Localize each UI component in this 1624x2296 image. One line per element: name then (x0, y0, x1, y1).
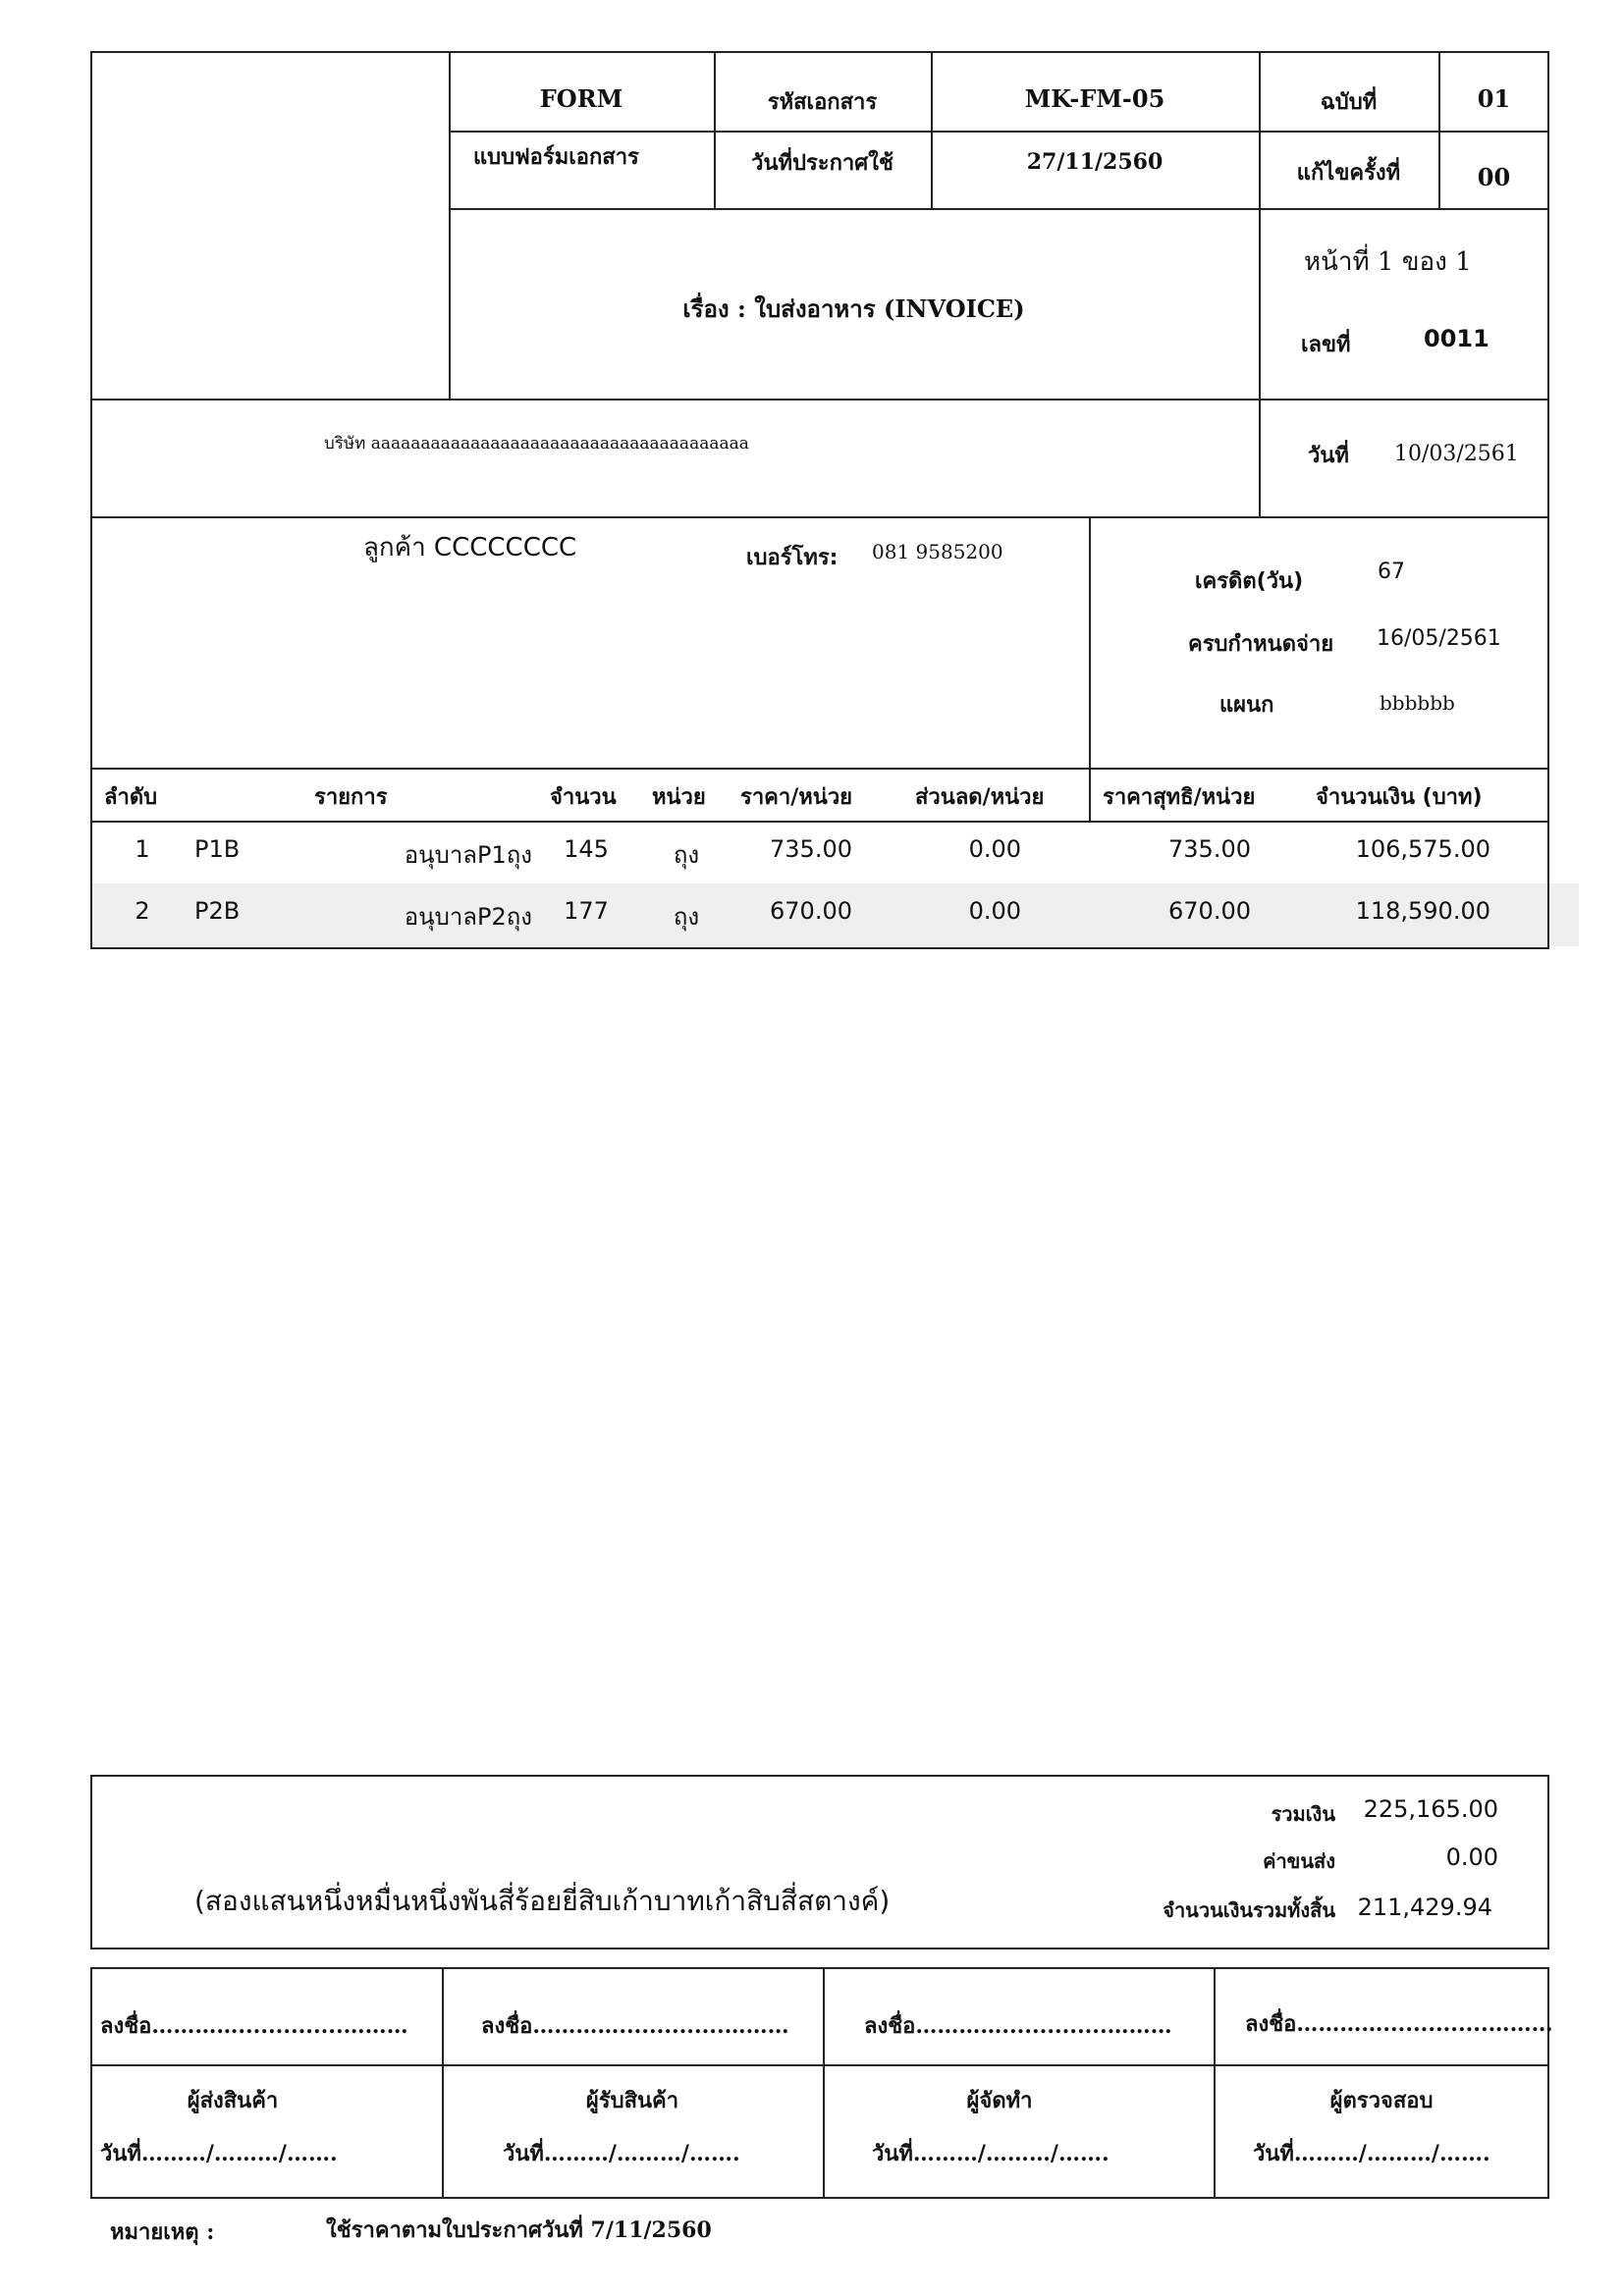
role-inspector: ผู้ตรวจสอบ (1329, 2088, 1434, 2113)
subtotal-label: รวมเงิน (1271, 1802, 1335, 1826)
signature-line-preparer: ลงชื่อ…………..............……… (864, 2013, 1172, 2039)
table-row-1-net: 735.00 (1168, 835, 1251, 863)
invoice-number-value: 0011 (1424, 325, 1489, 352)
signature-line-sender: ลงชื่อ…………..............……… (100, 2013, 408, 2039)
date-line-receiver: วันที่………/………/……. (503, 2141, 740, 2166)
role-sender: ผู้ส่งสินค้า (187, 2088, 279, 2113)
note-label: หมายเหตุ : (110, 2219, 215, 2245)
table-row-2-no: 2 (135, 897, 150, 925)
edition-label: ฉบับที่ (1320, 89, 1378, 115)
company-date-value: 10/03/2561 (1394, 442, 1519, 466)
form-label: FORM (539, 84, 623, 113)
table-row-2-desc: อนุบาลP2ถุง (404, 903, 532, 931)
effective-date-label: วันที่ประกาศใช้ (751, 150, 893, 176)
table-row-2-unit: ถุง (673, 903, 700, 931)
due-date-value: 16/05/2561 (1377, 626, 1501, 651)
table-row-2-net: 670.00 (1168, 897, 1251, 925)
doc-code-value: MK-FM-05 (1024, 84, 1165, 113)
edition-value: 01 (1477, 84, 1511, 113)
table-row-2-qty: 177 (564, 897, 609, 925)
department-value: bbbbbb (1380, 691, 1455, 715)
credit-value: 67 (1378, 560, 1405, 584)
department-label: แผนก (1219, 693, 1274, 718)
form-name: แบบฟอร์มเอกสาร (473, 144, 639, 170)
effective-date-value: 27/11/2560 (1026, 149, 1164, 175)
revision-value: 00 (1477, 163, 1511, 191)
subtotal-value: 225,165.00 (1363, 1795, 1498, 1823)
table-row-1-no: 1 (135, 835, 150, 863)
document-subject: เรื่อง : ใบส่งอาหาร (INVOICE) (682, 294, 1025, 323)
table-row-2-price: 670.00 (770, 897, 852, 925)
table-row-2-amount: 118,590.00 (1355, 897, 1490, 925)
role-receiver: ผู้รับสินค้า (585, 2088, 679, 2113)
table-row-1-amount: 106,575.00 (1355, 835, 1490, 863)
signature-line-inspector: ลงชื่อ…………..............……… (1245, 2011, 1553, 2037)
signature-line-receiver: ลงชื่อ…………..............……… (481, 2013, 789, 2039)
col-header-qty: จำนวน (550, 785, 617, 810)
table-row-2-discount: 0.00 (968, 897, 1021, 925)
grand-total-value: 211,429.94 (1357, 1894, 1492, 1921)
role-preparer: ผู้จัดทำ (966, 2088, 1033, 2113)
col-header-net: ราคาสุทธิ/หน่วย (1103, 785, 1256, 810)
invoice-number-label: เลขที่ (1301, 333, 1351, 357)
table-row-1-desc: อนุบาลP1ถุง (404, 841, 532, 869)
doc-code-label: รหัสเอกสาร (767, 89, 878, 115)
date-line-sender: วันที่………/………/……. (100, 2141, 338, 2166)
revision-label: แก้ไขครั้งที่ (1296, 160, 1401, 186)
col-header-discount: ส่วนลด/หน่วย (915, 785, 1045, 810)
note-text: ใช้ราคาตามใบประกาศวันที่ 7/11/2560 (326, 2217, 712, 2243)
company-name: บริษัท aaaaaaaaaaaaaaaaaaaaaaaaaaaaaaaaaaaaaa (324, 434, 749, 454)
date-line-inspector: วันที่………/………/……. (1253, 2141, 1490, 2166)
col-header-price: ราคา/หน่วย (740, 785, 853, 810)
table-row-2-code: P2B (194, 897, 241, 925)
col-header-amount: จำนวนเงิน (บาท) (1316, 785, 1483, 810)
table-row-1-unit: ถุง (673, 841, 700, 869)
phone-value: 081 9585200 (872, 540, 1003, 563)
table-row-1-price: 735.00 (770, 835, 852, 863)
amount-in-words: (สองแสนหนึ่งหมื่นหนึ่งพันสี่ร้อยยี่สิบเก้าบาทเก้าสิบสี่สตางค์) (194, 1885, 891, 1917)
table-row-1-discount: 0.00 (968, 835, 1021, 863)
due-date-label: ครบกำหนดจ่าย (1188, 632, 1334, 657)
col-header-no: ลำดับ (104, 785, 158, 810)
col-header-item: รายการ (314, 785, 388, 810)
company-date-label: วันที่ (1308, 444, 1349, 468)
shipping-label: ค่าขนส่ง (1263, 1849, 1335, 1873)
table-row-1-qty: 145 (564, 835, 609, 863)
page-indicator: หน้าที่ 1 ของ 1 (1304, 247, 1472, 277)
table-row-1-code: P1B (194, 835, 241, 863)
date-line-preparer: วันที่………/………/……. (872, 2141, 1110, 2166)
customer-name: ลูกค้า CCCCCCCC (363, 533, 577, 562)
credit-label: เครดิต(วัน) (1195, 569, 1304, 594)
shipping-value: 0.00 (1445, 1843, 1498, 1871)
phone-label: เบอร์โทร: (746, 546, 839, 570)
grand-total-label: จำนวนเงินรวมทั้งสิ้น (1163, 1898, 1335, 1922)
col-header-unit: หน่วย (652, 785, 706, 810)
